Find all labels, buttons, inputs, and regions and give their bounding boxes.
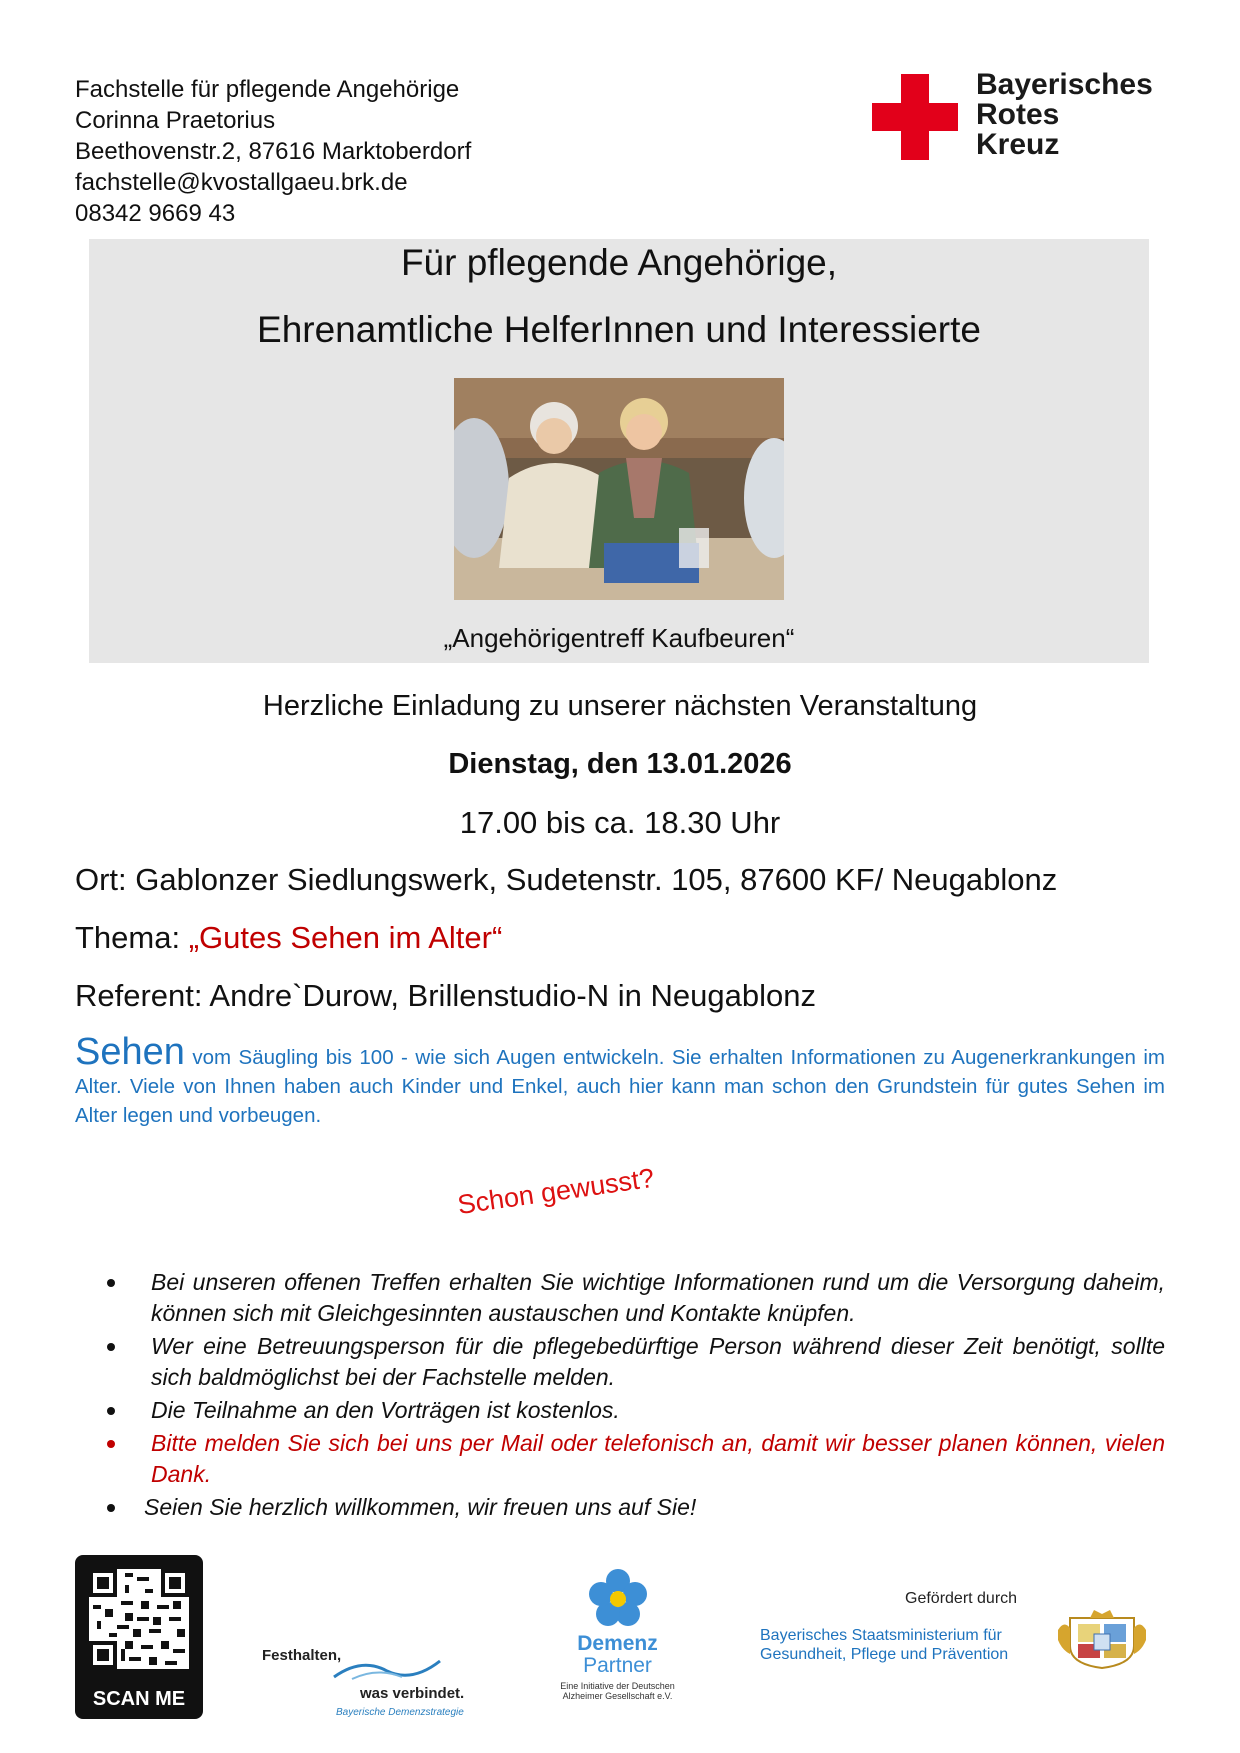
event-time: 17.00 bis ca. 18.30 Uhr <box>459 805 781 840</box>
brk-logo <box>872 70 1172 170</box>
demenz-partner-logo: Demenz Partner Eine Initiative der Deutschen Alzheimer Gesellschaft e.V. <box>545 1568 690 1718</box>
bullet-icon <box>107 1407 115 1415</box>
festhalten-logo: Festhalten, was verbindet. Bayerische Demenzstrategie <box>262 1647 465 1718</box>
event-speaker: Referent: Andre`Durow, Brillenstudio-N in Neugablonz <box>75 978 816 1013</box>
photo-caption: „Angehörigentreff Kaufbeuren“ <box>443 623 795 653</box>
event-date: Dienstag, den 13.01.2026 <box>448 748 792 780</box>
did-you-know-heading: Schon gewusst? <box>455 1162 657 1221</box>
contact-email[interactable]: fachstelle@kvostallgaeu.brk.de <box>75 169 408 196</box>
info-list <box>100 1267 1165 1525</box>
brk-logo-text: Bayerisches Rotes Kreuz <box>976 68 1153 161</box>
qr-code[interactable] <box>75 1555 203 1719</box>
ministry-name: Bayerisches Staatsministerium für Gesundheit, Pflege und Prävention <box>760 1627 1009 1663</box>
list-item: Wer eine Betreuungsperson für die pflegebedürftige Person während dieser Zeit benötigt, sollte sich baldmöglichst bei der Fachstelle melden. <box>100 1331 1165 1393</box>
bullet-icon <box>107 1279 115 1287</box>
list-item: Die Teilnahme an den Vorträgen ist kostenlos. <box>100 1395 1165 1426</box>
list-item: Bei unseren offenen Treffen erhalten Sie wichtige Informationen rund um die Versorgung daheim, können sich mit Gleichgesinnten austauschen und Kontakte knüpfen. <box>100 1267 1165 1329</box>
topic-label: Thema: <box>75 920 189 955</box>
bullet-icon <box>107 1343 115 1351</box>
bullet-icon <box>107 1440 115 1448</box>
title-line-1: Für pflegende Angehörige, <box>400 242 838 283</box>
red-cross-icon <box>872 74 958 160</box>
photo-illustration <box>454 378 784 600</box>
contact-block <box>75 74 471 229</box>
ministry-block: Gefördert durch Bayerisches Staatsministerium für Gesundheit, Pflege und Prävention <box>740 1582 1160 1682</box>
qr-pattern <box>89 1569 189 1669</box>
list-item: Seien Sie herzlich willkommen, wir freuen uns auf Sie! <box>100 1492 1165 1523</box>
qr-label: SCAN ME <box>92 1688 186 1710</box>
event-topic <box>75 920 502 956</box>
bavarian-coat-of-arms-icon <box>1056 1610 1148 1670</box>
forget-me-not-icon <box>588 1568 648 1628</box>
topic-title: „Gutes Sehen im Alter“ <box>188 920 503 955</box>
contact-address: Beethovenstr.2, 87616 Marktoberdorf <box>75 138 472 165</box>
header-photo <box>454 378 784 600</box>
event-location: Ort: Gablonzer Siedlungswerk, Sudetenstr. 105, 87600 KF/ Neugablonz <box>75 862 1058 897</box>
bullet-icon <box>107 1504 115 1512</box>
wave-hands-icon <box>332 1653 442 1687</box>
contact-name: Corinna Praetorius <box>75 107 276 134</box>
contact-office: Fachstelle für pflegende Angehörige <box>75 76 460 103</box>
contact-phone[interactable]: 08342 9669 43 <box>75 200 236 227</box>
description-lead: Sehen <box>75 1031 185 1073</box>
list-item: Bitte melden Sie sich bei uns per Mail oder telefonisch an, damit wir besser planen können, vielen Dank. <box>100 1428 1165 1490</box>
invite-text: Herzliche Einladung zu unserer nächsten Veranstaltung <box>262 690 978 722</box>
description-text: vom Säugling bis 100 - wie sich Augen entwickeln. Sie erhalten Informationen zu Augenerkrankungen im Alter. Viele von Ihnen haben auch Kinder und Enkel, auch hier kann man schon den Grundstein für gutes Sehen im Alter legen und vorbeugen. <box>75 1046 1165 1127</box>
title-line-2: Ehrenamtliche HelferInnen und Interessierte <box>257 309 981 350</box>
description-paragraph <box>75 1031 1165 1130</box>
